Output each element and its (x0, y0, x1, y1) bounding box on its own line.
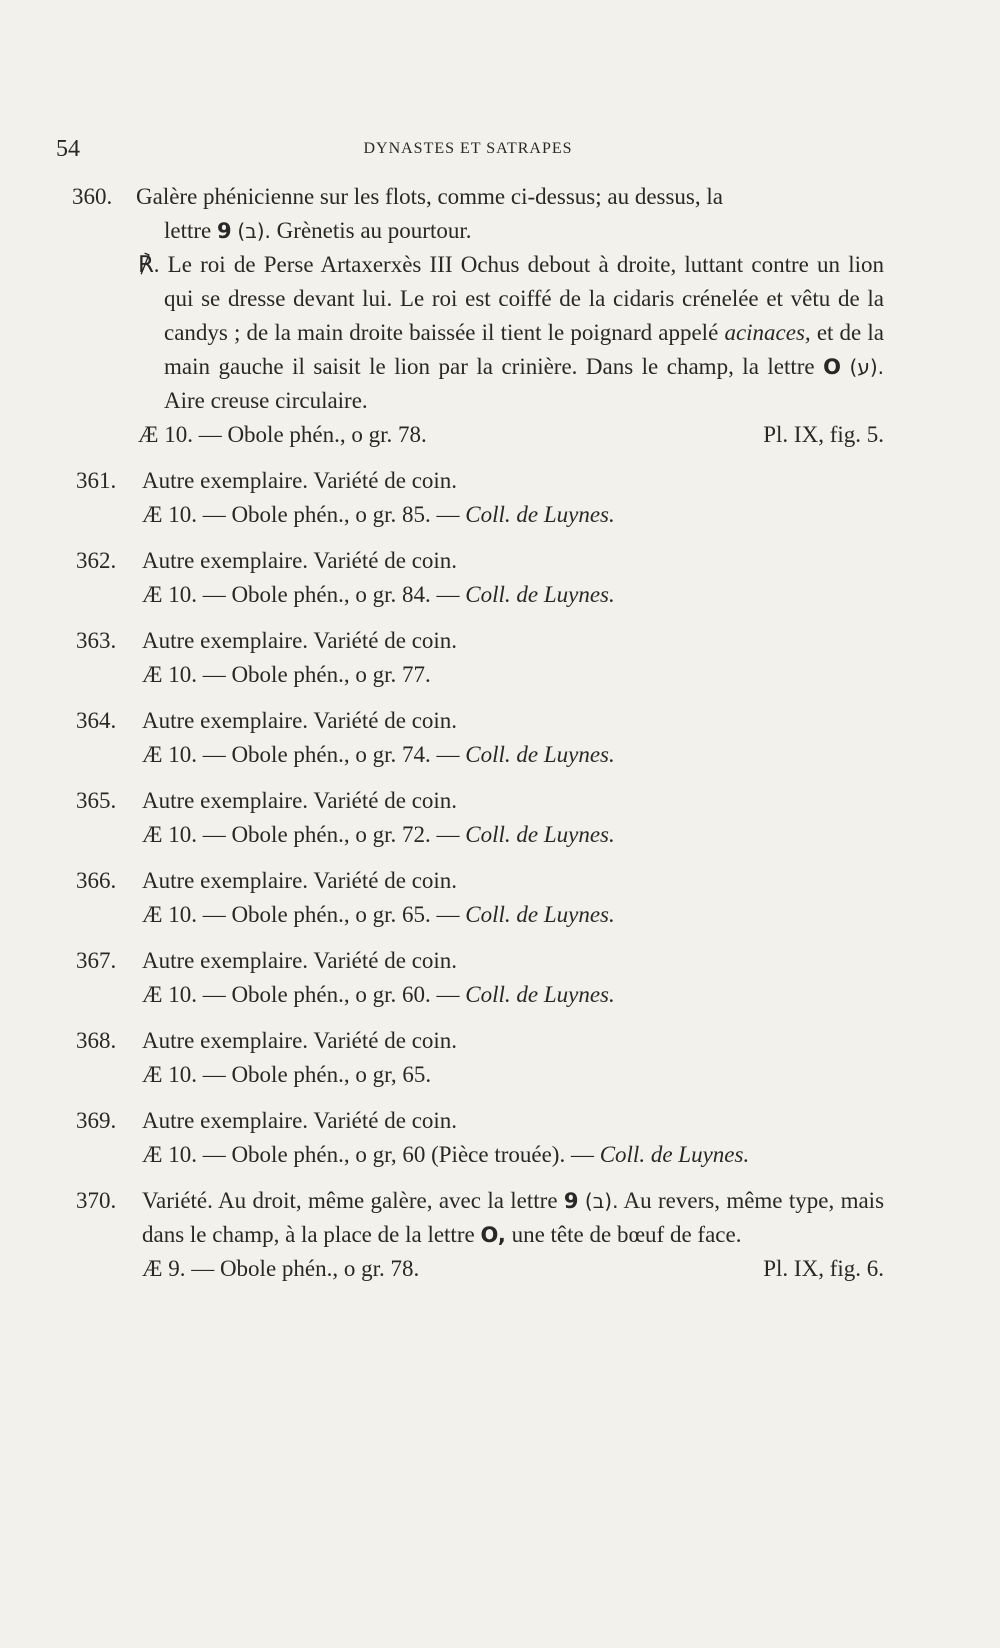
entry-description: Autre exemplaire. Variété de coin. (142, 788, 458, 813)
entry-description: Autre exemplaire. Variété de coin. (142, 708, 458, 733)
entry-description: Autre exemplaire. Variété de coin. (142, 868, 458, 893)
plate-reference: Pl. IX, fig. 5. (763, 422, 884, 447)
catalogue-entry (0, 784, 1000, 852)
catalogue-entry (0, 944, 1000, 1012)
hebrew-letter: (ב). (584, 1189, 619, 1213)
entry-number: 361. (76, 468, 117, 493)
entry-metadata: Æ 10. — Obole phén., o gr. 84. — Coll. de Luynes. (142, 582, 615, 607)
entry-metadata: Æ 10. — Obole phén., o gr. 85. — Coll. de Luynes. (142, 502, 615, 527)
catalogue-entry (0, 1024, 1000, 1092)
running-head (56, 136, 880, 166)
phoenician-letter: 9 (217, 219, 232, 243)
phoenician-letter: 9 (563, 1189, 579, 1213)
entry-370 (0, 1184, 1000, 1286)
phoenician-letter: O (823, 355, 842, 379)
catalogue-entry (0, 1104, 1000, 1172)
entry-description: Autre exemplaire. Variété de coin. (142, 948, 458, 973)
entry-number: 360. (72, 184, 113, 209)
collection-name: Coll. de Luynes. (465, 582, 615, 607)
entry-description: Autre exemplaire. Variété de coin. (142, 548, 458, 573)
entry-description: Galère phénicienne sur les flots, comme ci-dessus; au dessus, la (136, 184, 723, 209)
plate-reference: Pl. IX, fig. 6. (763, 1256, 884, 1281)
collection-name: Coll. de Luynes. (465, 982, 615, 1007)
entry-number: 363. (76, 628, 117, 653)
entry-number: 366. (76, 868, 117, 893)
collection-name: Coll. de Luynes. (465, 502, 615, 527)
catalogue-entry (0, 864, 1000, 932)
entry-number: 364. (76, 708, 117, 733)
header-title: DYNASTES ET SATRAPES (363, 140, 573, 157)
entry-metadata: Æ 10. — Obole phén., o gr. 74. — Coll. de Luynes. (142, 742, 615, 767)
term-acinaces: acinaces, (724, 320, 811, 345)
catalogue-entries (0, 180, 1000, 1286)
entry-metadata: Æ 10. — Obole phén., o gr. 78. Pl. IX, fig. 5. (0, 418, 1000, 452)
entry-description: Autre exemplaire. Variété de coin. (142, 468, 458, 493)
catalogue-entry (0, 464, 1000, 532)
entry-metadata: Æ 10. — Obole phén., o gr. 77. (142, 662, 431, 687)
entry-description: Variété. Au droit, même galère, avec la lettre 9 (ב). Au revers, même type, mais dans le champ, à la place de la lettre O, une tête de bœuf de face. (142, 1188, 885, 1247)
entry-number: 365. (76, 788, 117, 813)
entry-number: 368. (76, 1028, 117, 1053)
variant-list (0, 464, 1000, 1172)
catalogue-entry (0, 624, 1000, 692)
collection-name: Coll. de Luynes. (465, 902, 615, 927)
entry-number: 362. (76, 548, 117, 573)
entry-metadata: Æ 9. — Obole phén., o gr. 78. Pl. IX, fig. 6. (0, 1252, 1000, 1286)
entry-360 (0, 180, 1000, 452)
catalogue-entry (0, 544, 1000, 612)
page-number: 54 (56, 136, 80, 162)
entry-description: Autre exemplaire. Variété de coin. (142, 1028, 458, 1053)
collection-name: Coll. de Luynes. (465, 742, 615, 767)
collection-name: Coll. de Luynes. (599, 1142, 750, 1167)
entry-metadata: Æ 10. — Obole phén., o gr. 72. — Coll. de Luynes. (142, 822, 615, 847)
entry-description-cont: lettre 9 (ב). Grènetis au pourtour. (164, 218, 472, 243)
phoenician-letter: O, (480, 1223, 506, 1247)
entry-reverse: ℟. Le roi de Perse Artaxerxès III Ochus debout à droite, luttant contre un lion qui se dresse devant lui. Le roi est coiffé de la cidaris crénelée et vêtu de la candys ; de la main droite baissée il tient le poignard appelé acinaces, et de la main gauche il saisit le lion par la crinière. Dans le champ, la lettre O (ע). Aire creuse circulaire. (138, 252, 885, 413)
catalogue-entry (0, 704, 1000, 772)
entry-description: Autre exemplaire. Variété de coin. (142, 1108, 458, 1133)
entry-number: 369. (76, 1108, 117, 1133)
entry-metadata: Æ 10. — Obole phén., o gr. 65. — Coll. de Luynes. (142, 902, 615, 927)
collection-name: Coll. de Luynes. (465, 822, 615, 847)
entry-number: 367. (76, 948, 117, 973)
entry-metadata: Æ 10. — Obole phén., o gr. 60. — Coll. de Luynes. (142, 982, 615, 1007)
hebrew-letter: (ב). (237, 219, 271, 243)
entry-metadata: Æ 10. — Obole phén., o gr, 65. (142, 1062, 432, 1087)
entry-description: Autre exemplaire. Variété de coin. (142, 628, 458, 653)
entry-metadata: Æ 10. — Obole phén., o gr, 60 (Pièce trouée). — Coll. de Luynes. (142, 1142, 750, 1167)
entry-number: 370. (76, 1188, 117, 1213)
hebrew-letter: (ע). (849, 355, 885, 379)
